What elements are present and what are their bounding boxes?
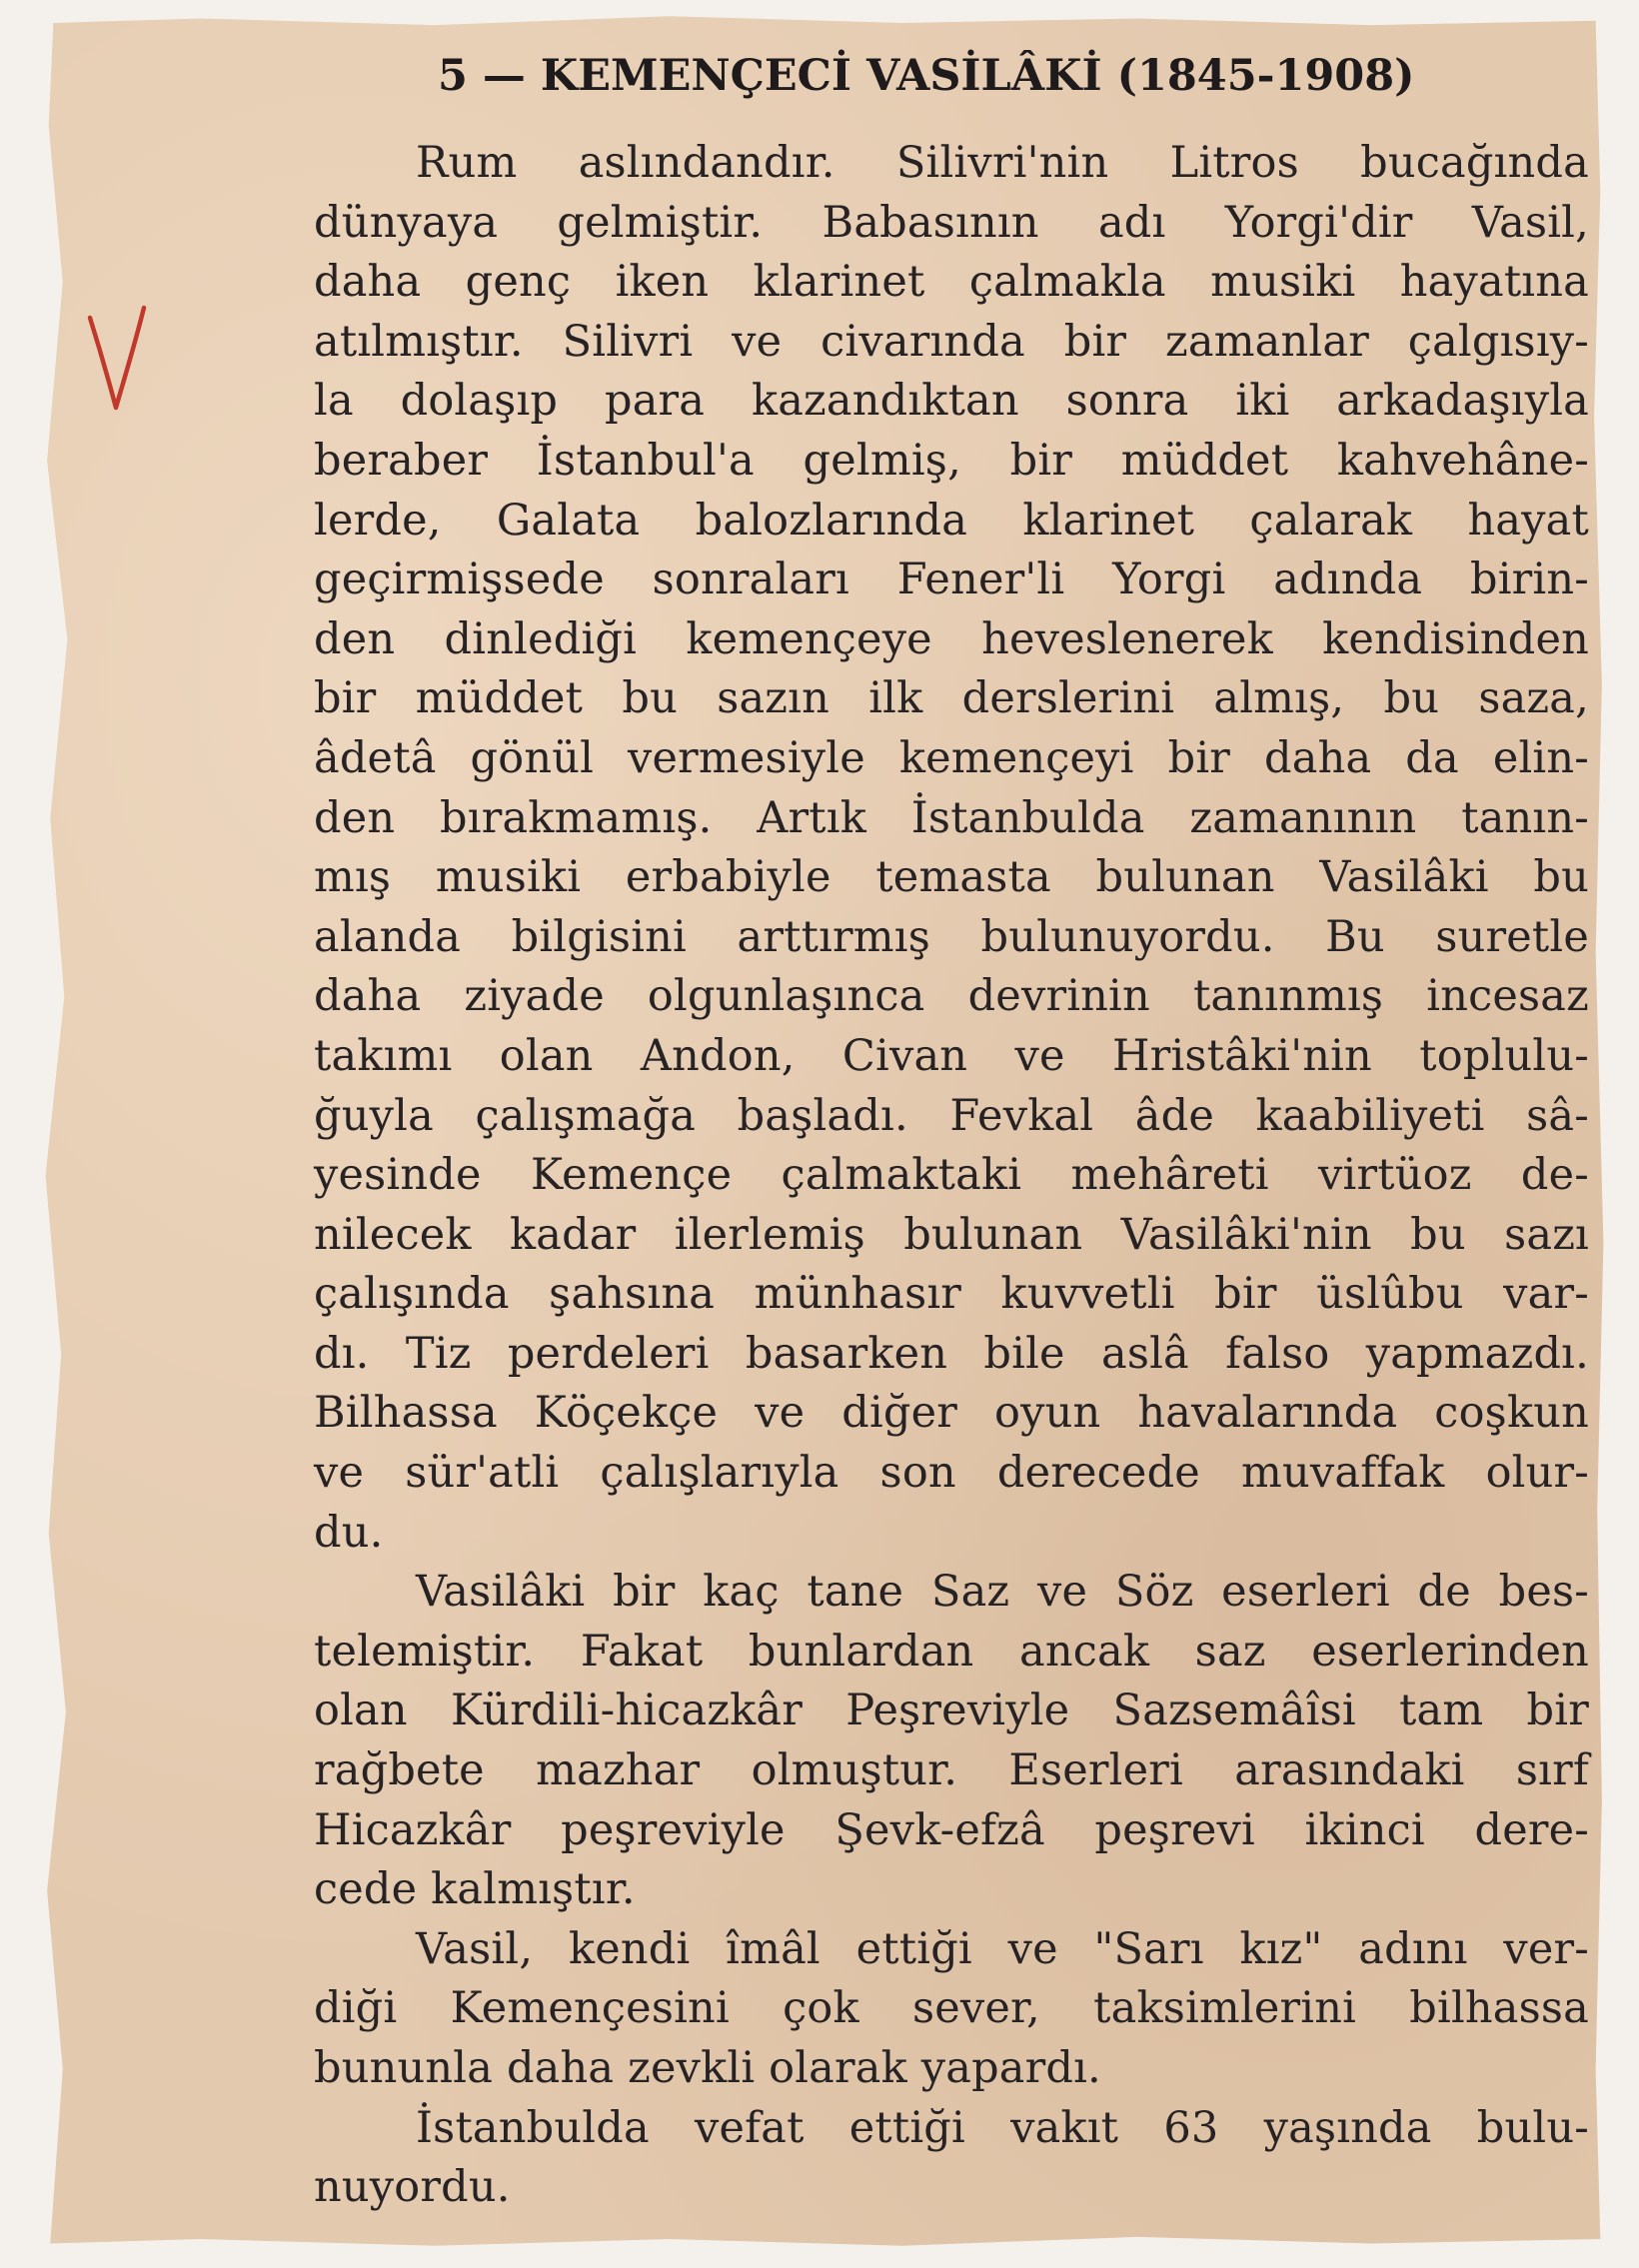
article-headline: 5 — KEMENÇECİ VASİLÂKİ (1845-1908) (438, 51, 1415, 101)
body-line: atılmıştır. Silivri ve civarında bir zamanlar çalgısıy- (314, 316, 1589, 367)
body-line: dünyaya gelmiştir. Babasının adı Yorgi'dir Vasil, (314, 197, 1589, 248)
body-line: lerde, Galata balozlarında klarinet çalarak hayat (314, 495, 1589, 546)
body-line: geçirmişsede sonraları Fener'li Yorgi adında birin- (314, 555, 1589, 605)
body-line: takımı olan Andon, Civan ve Hristâki'nin toplulu- (314, 1030, 1589, 1081)
body-line: nuyordu. (314, 2162, 511, 2213)
body-line: Hicazkâr peşreviyle Şevk-efzâ peşrevi ikinci dere- (314, 1804, 1589, 1855)
body-line: alanda bilgisini arttırmış bulunuyordu. Bu suretle (314, 911, 1589, 962)
body-line: ve sür'atli çalışlarıyla son derecede muvaffak olur- (314, 1448, 1589, 1499)
handwritten-check-mark-icon (82, 300, 152, 420)
body-line: daha genç iken klarinet çalmakla musiki hayatına (314, 257, 1589, 308)
body-line: bir müddet bu sazın ilk derslerini almış, bu saza, (314, 673, 1589, 724)
body-line: den bırakmamış. Artık İstanbulda zamanının tanın- (314, 792, 1589, 843)
body-line: Vasil, kendi îmâl ettiği ve "Sarı kız" adını ver- (416, 1923, 1589, 1974)
body-line: daha ziyade olgunlaşınca devrinin tanınmış incesaz (314, 971, 1589, 1022)
body-line: ğuyla çalışmağa başladı. Fevkal âde kaabiliyeti sâ- (314, 1090, 1589, 1141)
body-line: âdetâ gönül vermesiyle kemençeyi bir daha da elin- (314, 732, 1589, 783)
body-line: İstanbulda vefat ettiği vakıt 63 yaşında bulu- (416, 2102, 1589, 2153)
body-line: mış musiki erbabiyle temasta bulunan Vasilâki bu (314, 852, 1589, 903)
body-line: Bilhassa Köçekçe ve diğer oyun havalarında coşkun (314, 1388, 1589, 1439)
body-line: yesinde Kemençe çalmaktaki mehâreti virtüoz de- (314, 1150, 1589, 1201)
body-line: bununla daha zevkli olarak yapardı. (314, 2043, 1101, 2093)
body-line: diği Kemençesini çok sever, taksimlerini bilhassa (314, 1983, 1589, 2034)
body-line: la dolaşıp para kazandıktan sonra iki arkadaşıyla (314, 376, 1589, 427)
body-line: çalışında şahsına münhasır kuvvetli bir üslûbu var- (314, 1269, 1589, 1320)
body-line: cede kalmıştır. (314, 1864, 636, 1915)
article-body (314, 134, 1589, 2218)
body-line: dı. Tiz perdeleri basarken bile aslâ falso yapmazdı. (314, 1328, 1589, 1379)
body-line: beraber İstanbul'a gelmiş, bir müddet kahvehâne- (314, 435, 1589, 486)
body-line: rağbete mazhar olmuştur. Eserleri arasındaki sırf (314, 1745, 1589, 1796)
body-line: den dinlediği kemençeye heveslenerek kendisinden (314, 613, 1589, 664)
body-line: Rum aslındandır. Silivri'nin Litros bucağında (416, 138, 1589, 188)
body-line: nilecek kadar ilerlemiş bulunan Vasilâki'nin bu sazı (314, 1209, 1589, 1260)
body-line: telemiştir. Fakat bunlardan ancak saz eserlerinden (314, 1626, 1589, 1677)
body-line: Vasilâki bir kaç tane Saz ve Söz eserleri de bes- (416, 1567, 1589, 1618)
body-line: olan Kürdili-hicazkâr Peşreviyle Sazsemâîsi tam bir (314, 1686, 1589, 1736)
body-line: du. (314, 1507, 384, 1558)
